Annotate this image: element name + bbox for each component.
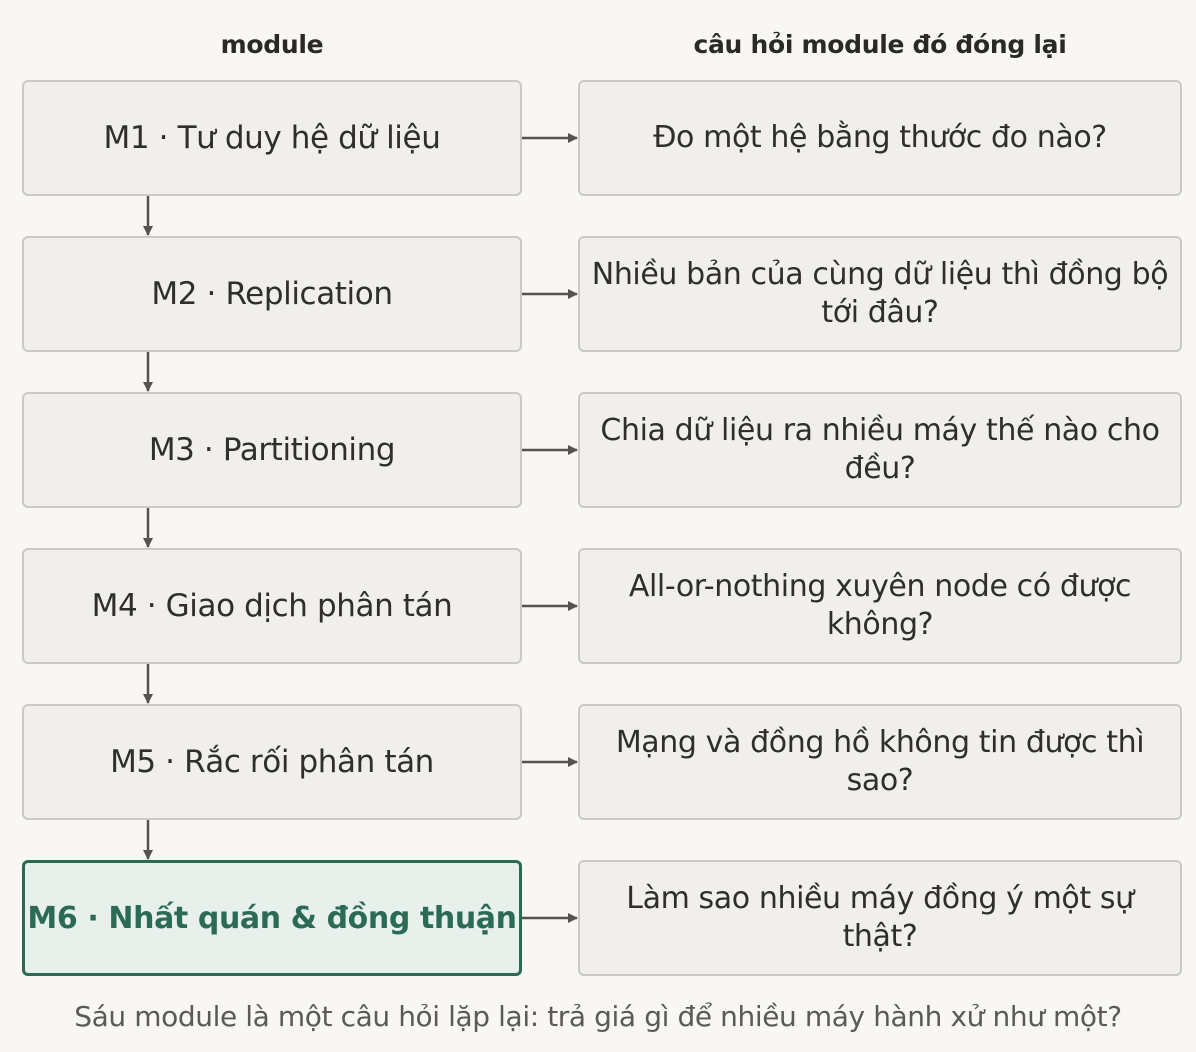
question-box-m4	[578, 548, 1182, 664]
module-box-m2	[22, 236, 522, 352]
question-label: Nhiều bản của cùng dữ liệu thì đồng bộ tới đâu?	[591, 257, 1169, 330]
question-box-m1	[578, 80, 1182, 196]
module-box-m4	[22, 548, 522, 664]
question-label: Làm sao nhiều máy đồng ý một sự thật?	[626, 881, 1134, 954]
module-label: M4 · Giao dịch phân tán	[91, 588, 453, 624]
module-label: M6 · Nhất quán & đồng thuận	[27, 900, 517, 936]
question-label: Đo một hệ bằng thước đo nào?	[653, 120, 1107, 155]
question-box-m5	[578, 704, 1182, 820]
module-label: M1 · Tư duy hệ dữ liệu	[103, 120, 441, 156]
module-label: M5 · Rắc rối phân tán	[110, 744, 434, 780]
module-box-m5	[22, 704, 522, 820]
question-box-m2	[578, 236, 1182, 352]
question-box-m3	[578, 392, 1182, 508]
module-box-m1	[22, 80, 522, 196]
question-column-header: câu hỏi module đó đóng lại	[693, 30, 1067, 59]
diagram-caption: Sáu module là một câu hỏi lặp lại: trả giá gì để nhiều máy hành xử như một?	[74, 1000, 1122, 1033]
question-label: Mạng và đồng hồ không tin được thì sao?	[615, 725, 1145, 798]
module-label: M3 · Partitioning	[148, 432, 396, 468]
module-box-m3	[22, 392, 522, 508]
question-label: Chia dữ liệu ra nhiều máy thế nào cho đều?	[600, 413, 1160, 486]
module-label: M2 · Replication	[151, 276, 393, 312]
question-box-m6	[578, 860, 1182, 976]
module-column-header: module	[220, 30, 324, 59]
module-box-m6-highlighted	[22, 860, 522, 976]
question-label: All-or-nothing xuyên node có được không?	[628, 569, 1132, 642]
